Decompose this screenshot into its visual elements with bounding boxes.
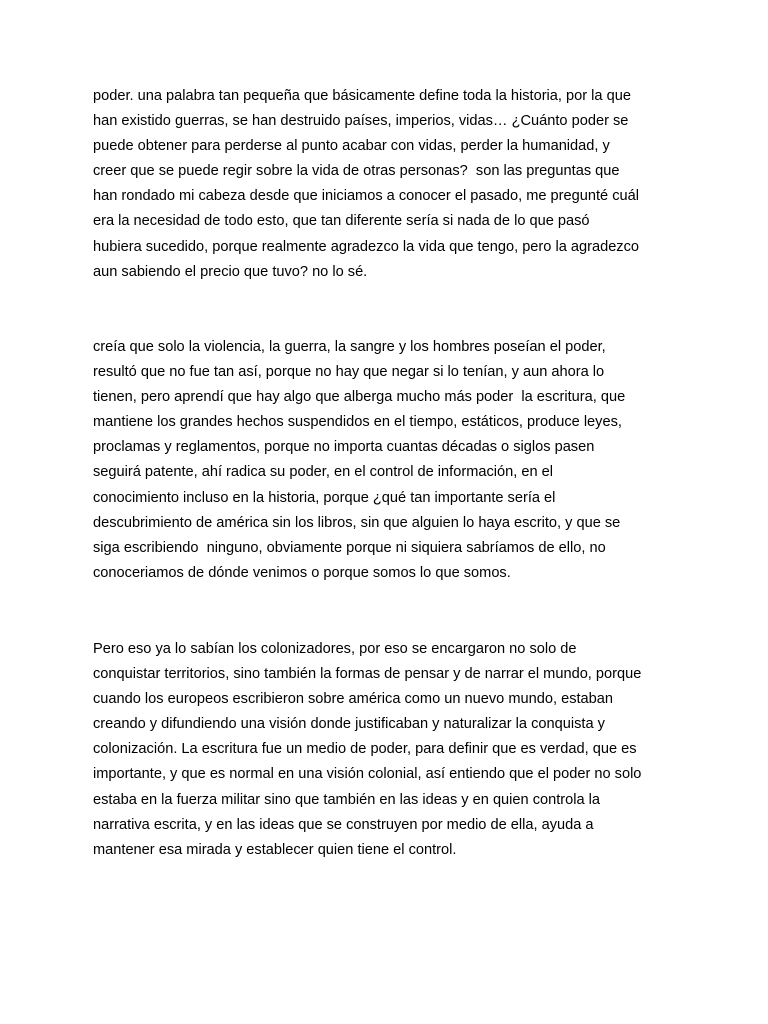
text-line: era la necesidad de todo esto, que tan diferente sería si nada de lo que pasó xyxy=(93,213,590,230)
text-line: cuando los europeos escribieron sobre américa como un nuevo mundo, estaban xyxy=(93,691,614,708)
text-line: creía que solo la violencia, la guerra, la sangre y los hombres poseían el poder, xyxy=(93,339,606,355)
text-line: Pero eso ya lo sabían los colonizadores, por eso se encargaron no solo de xyxy=(93,641,577,657)
text-line: narrativa escrita, y en las ideas que se construyen por medio de ella, ayuda a xyxy=(93,816,594,833)
text-line: puede obtener para perderse al punto acabar con vidas, perder la humanidad, y xyxy=(93,138,610,155)
text-line: resultó que no fue tan así, porque no hay que negar si lo tenían, y aun ahora lo xyxy=(93,364,605,381)
text-line: han existido guerras, se han destruido países, imperios, vidas… ¿Cuánto poder se xyxy=(93,113,629,130)
text-line: conoceriamos de dónde venimos o porque somos lo que somos. xyxy=(93,564,511,581)
text-line: hubiera sucedido, porque realmente agradezco la vida que tengo, pero la agradezco xyxy=(93,238,640,255)
text-line: creando y difundiendo una visión donde justificaban y naturalizar la conquista y xyxy=(93,716,605,733)
text-line: tienen, pero aprendí que hay algo que alberga mucho más poder la escritura, que xyxy=(93,389,626,406)
text-line: descubrimiento de américa sin los libros, sin que alguien lo haya escrito, y que se xyxy=(93,514,621,531)
text-line: poder. una palabra tan pequeña que básicamente define toda la historia, por la que xyxy=(93,88,631,104)
text-line: estaba en la fuerza militar sino que también en las ideas y en quien controla la xyxy=(93,791,601,808)
text-line: aun sabiendo el precio que tuvo? no lo sé. xyxy=(93,263,368,280)
text-line: importante, y que es normal en una visión colonial, así entiendo que el poder no solo xyxy=(93,766,642,783)
text-line: creer que se puede regir sobre la vida de otras personas? son las preguntas que xyxy=(93,163,620,180)
text-line: siga escribiendo ninguno, obviamente porque ni siquiera sabríamos de ello, no xyxy=(93,539,606,556)
text-line: mantener esa mirada y establecer quien tiene el control. xyxy=(93,841,457,858)
paragraph-2 xyxy=(93,335,683,586)
text-line: colonización. La escritura fue un medio de poder, para definir que es verdad, que es xyxy=(93,741,637,758)
paragraph-1 xyxy=(93,84,683,285)
text-line: conocimiento incluso en la historia, porque ¿qué tan importante sería el xyxy=(93,489,556,506)
paragraph-3 xyxy=(93,637,683,863)
text-line: han rondado mi cabeza desde que iniciamos a conocer el pasado, me pregunté cuál xyxy=(93,188,639,205)
text-line: seguirá patente, ahí radica su poder, en el control de información, en el xyxy=(93,464,553,481)
text-line: mantiene los grandes hechos suspendidos en el tiempo, estáticos, produce leyes, xyxy=(93,414,622,431)
text-line: proclamas y reglamentos, porque no importa cuantas décadas o siglos pasen xyxy=(93,439,595,456)
text-line: conquistar territorios, sino también la formas de pensar y de narrar el mundo, porque xyxy=(93,666,642,683)
